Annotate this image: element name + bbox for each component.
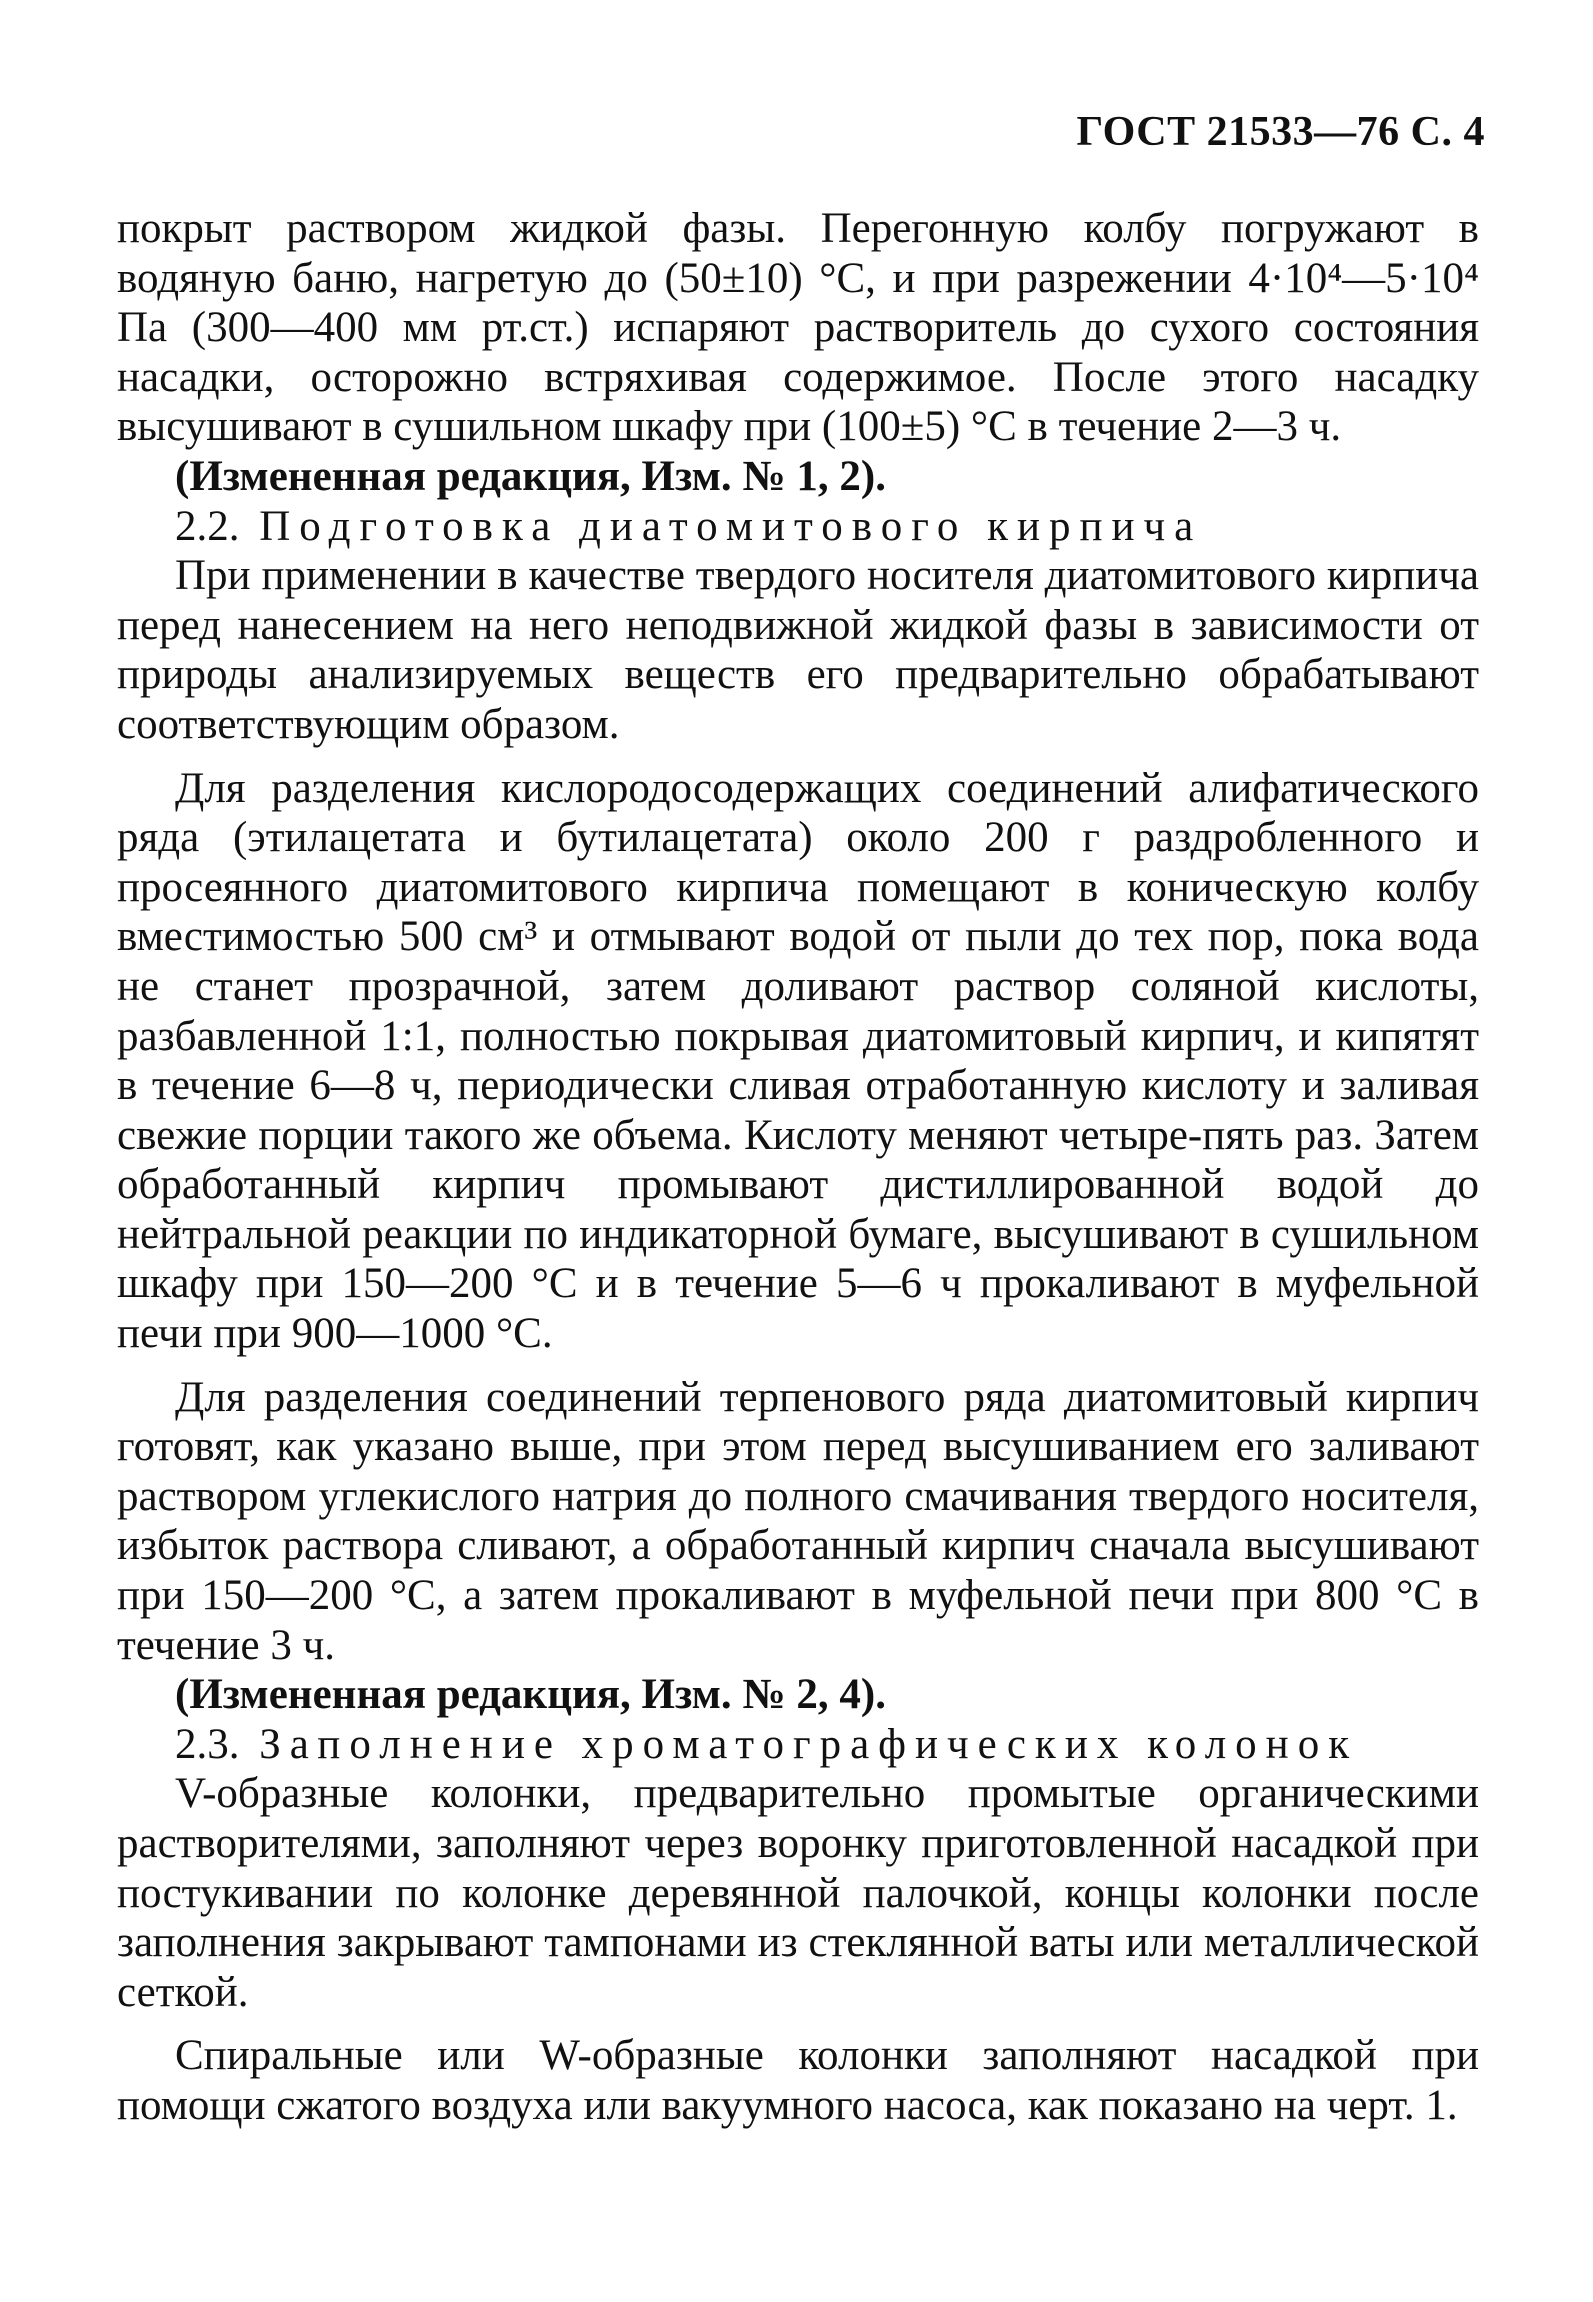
paragraph-aliphatic-treatment: Для разделения кислородосодержащих соединений алифатического ряда (этилацетата и бутилацетата) около 200 г раздробленного и просеянного диатомитового кирпича помещают в коническую колбу вместимостью 500 см³ и отмывают водой от пыли до тех пор, пока вода не станет прозрачной, затем доливают раствор соляной кислоты, разбавленной 1:1, полностью покрывая диатомитовый кирпич, и кипятят в течение 6—8 ч, периодически сливая отработанную кислоту и заливая свежие порции такого же объема. Кислоту меняют четыре-пять раз. Затем обработанный кирпич промывают дистиллированной водой до нейтральной реакции по индикаторной бумаге, высушивают в сушильном шкафу при 150—200 °С и в течение 5—6 ч прокаливают в муфельной печи при 900—1000 °С.: [117, 764, 1479, 1358]
paragraph-continuation: покрыт раствором жидкой фазы. Перегонную колбу погружают в водяную баню, нагретую до (50±10) °С, и при разрежении 4·10⁴—5·10⁴ Па (300—400 мм рт.ст.) испаряют растворитель до сухого состояния насадки, осторожно встряхивая содержимое. После этого насадку высушивают в сушильном шкафу при (100±5) °С в течение 2—3 ч.: [117, 205, 1479, 451]
section-number-2-2: 2.2.: [175, 502, 240, 550]
page-header: ГОСТ 21533—76 С. 4: [1076, 109, 1485, 155]
section-title-2-2: Подготовка диатомитового кирпича: [259, 502, 1203, 550]
amendment-note-1: (Измененная редакция, Изм. № 1, 2).: [175, 452, 886, 500]
paragraph-spiral-columns: Спиральные или W-образные колонки заполняют насадкой при помощи сжатого воздуха или вакуумного насоса, как показано на черт. 1.: [117, 2032, 1479, 2129]
paragraph-terpene-treatment: Для разделения соединений терпенового ряда диатомитовый кирпич готовят, как указано выше, при этом перед высушиванием его заливают раствором углекислого натрия до полного смачивания твердого носителя, избыток раствора сливают, а обработанный кирпич сначала высушивают при 150—200 °С, а затем прокаливают в муфельной печи при 800 °С в течение 3 ч.: [117, 1373, 1479, 1669]
section-heading-2-3: [117, 1720, 1479, 1770]
section-heading-2-2: [117, 502, 1479, 552]
section-title-2-3: Заполнение хроматографических колонок: [259, 1720, 1359, 1768]
section-number-2-3: 2.3.: [175, 1720, 240, 1768]
amendment-note-2: (Измененная редакция, Изм. № 2, 4).: [175, 1671, 886, 1719]
document-body: [117, 204, 1479, 2131]
paragraph-2-2-intro: При применении в качестве твердого носителя диатомитового кирпича перед нанесением на него неподвижной жидкой фазы в зависимости от природы анализируемых веществ его предварительно обрабатывают соответствующим образом.: [117, 552, 1479, 748]
paragraph-v-columns: V-образные колонки, предварительно промытые органическими растворителями, заполняют через воронку приготовленной насадкой при постукивании по колонке деревянной палочкой, концы колонки после заполнения закрывают тампонами из стеклянной ваты или металлической сеткой.: [117, 1770, 1479, 2016]
